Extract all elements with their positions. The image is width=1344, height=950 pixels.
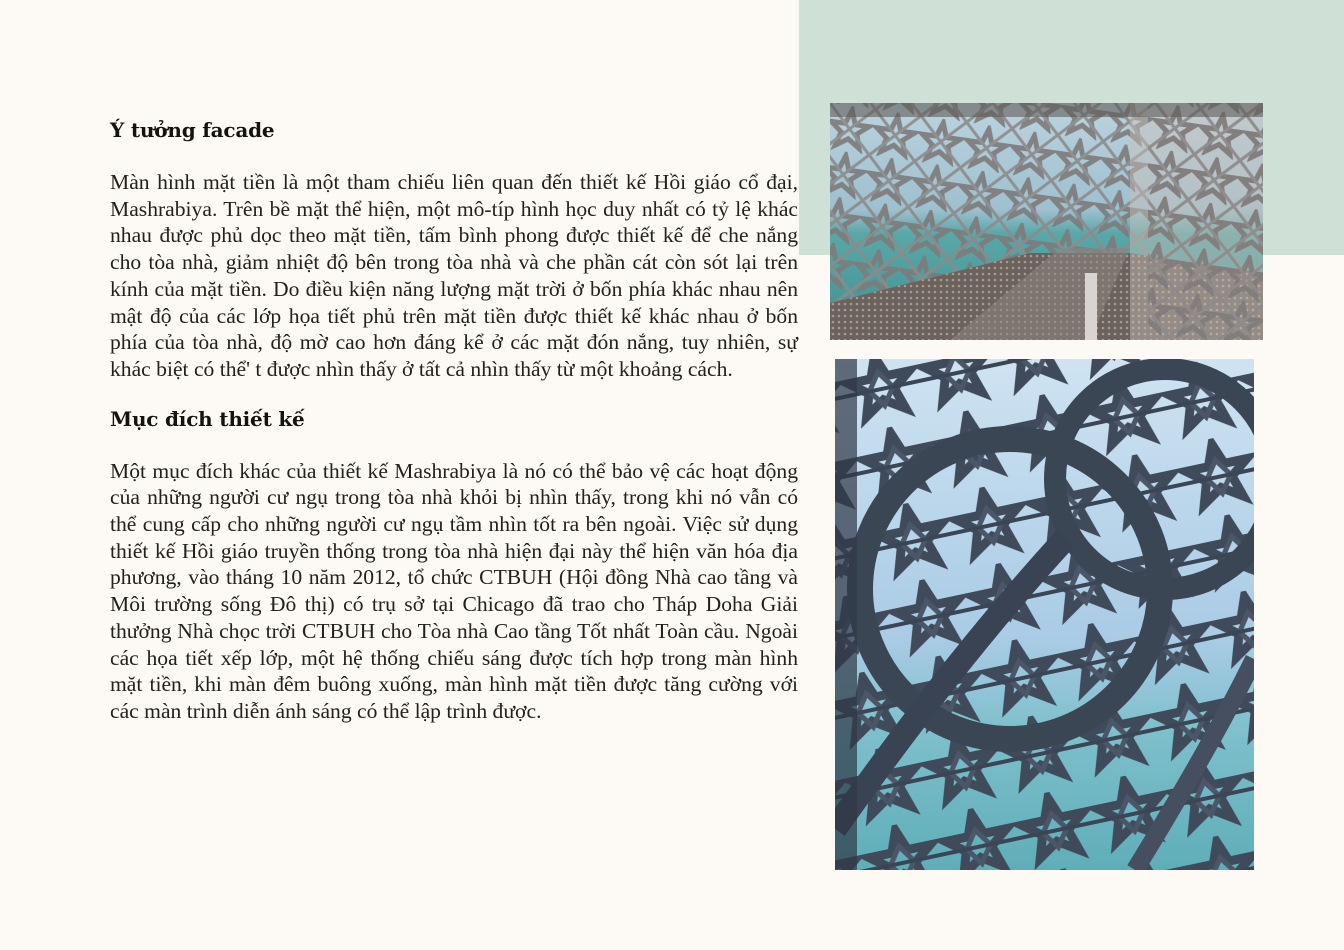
- section-body-facade-idea: Màn hình mặt tiền là một tham chiếu liên quan đến thiết kế Hồi giáo cổ đại, Mashrabiya. Trên bề mặt thể hiện, một mô-típ hình học duy nhất có tỷ lệ khác nhau được phủ dọc theo mặt tiền, tấm bình phong được thiết kế để che nắng cho tòa nhà, giảm nhiệt độ bên trong tòa nhà và che phần cát còn sót lại trên kính của mặt tiền. Do điều kiện năng lượng mặt trời ở bốn phía khác nhau nên mật độ của các lớp họa tiết phủ trên mặt tiền được thiết kế khác nhau ở bốn phía của tòa nhà, độ mờ cao hơn đáng kể ở các mặt đón nắng, tuy nhiên, sự khác biệt có thể' t được nhìn thấy ở tất cả nhìn thấy từ một khoảng cách.: [110, 170, 798, 381]
- section-body-design-purpose: Một mục đích khác của thiết kế Mashrabiya là nó có thể bảo vệ các hoạt động của những người cư ngụ trong tòa nhà khỏi bị nhìn thấy, trong khi nó vẫn có thể cung cấp cho những người cư ngụ tầm nhìn tốt ra bên ngoài. Việc sử dụng thiết kế Hồi giáo truyền thống trong tòa nhà hiện đại này thể hiện văn hóa địa phương, vào tháng 10 năm 2012, tổ chức CTBUH (Hội đồng Nhà cao tầng và Môi trường sống Đô thị) có trụ sở tại Chicago đã trao cho Tháp Doha Giải thưởng Nhà chọc trời CTBUH cho Tòa nhà Cao tầng Tốt nhất Toàn cầu. Ngoài các họa tiết xếp lớp, một hệ thống chiếu sáng được tích hợp trong màn hình mặt tiền, khi màn đêm buông xuống, màn hình mặt tiền được tăng cường với các màn trình diễn ánh sáng có thể lập trình được.: [110, 458, 798, 723]
- section-heading-facade-idea: Ý tưởng facade: [110, 118, 275, 142]
- mashrabiya-screen-closeup-photo: [835, 359, 1254, 870]
- facade-corridor-photo: [830, 103, 1263, 340]
- section-heading-design-purpose: Mục đích thiết kế: [110, 406, 305, 431]
- article-text: [110, 113, 798, 725]
